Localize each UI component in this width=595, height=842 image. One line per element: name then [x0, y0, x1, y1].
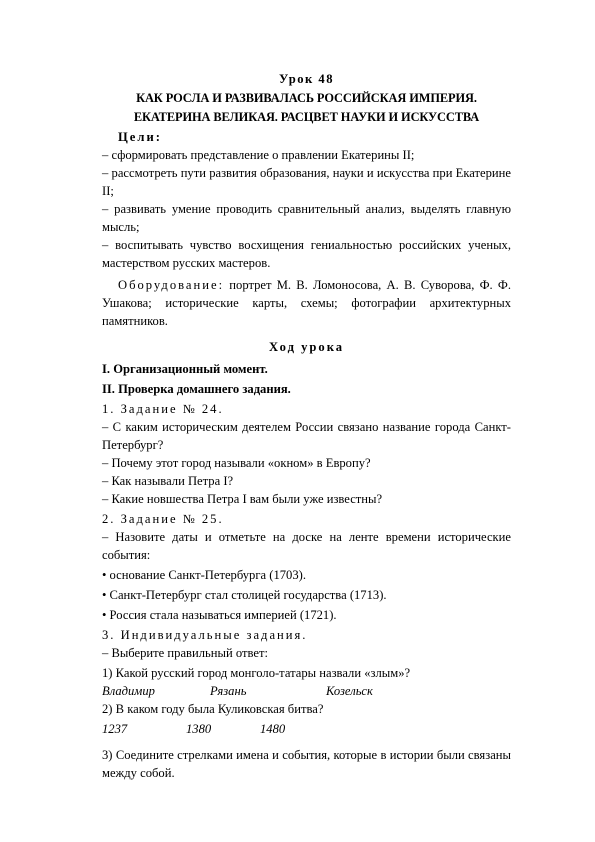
task-3-question-2-options [102, 720, 511, 738]
lesson-flow-heading: Ход урока [268, 340, 345, 354]
task-25-intro: – Назовите даты и отметьте на доске на ленте времени исторические события: [102, 530, 511, 562]
task-24-label: 1. Задание № 24. [102, 402, 224, 416]
equipment-text: портрет М. В. Ломоносова, А. В. Суворова, Ф. Ф. Ушакова; исторические карты, схемы; фотографии архитектурных памятников. [102, 278, 511, 328]
goal-item: – воспитывать чувство восхищения гениальностью российских ученых, мастерством русских мастеров. [102, 238, 511, 270]
task-24-question: – С каким историческим деятелем России связано название города Санкт-Петербург? [102, 420, 511, 452]
equipment-heading: Оборудование: [118, 278, 225, 292]
answer-option: 1480 [260, 722, 286, 736]
task-3-question-1-options [102, 682, 511, 700]
task-3-question-1: 1) Какой русский город монголо-татары назвали «злым»? [102, 666, 411, 680]
task-3-intro: – Выберите правильный ответ: [102, 646, 268, 660]
answer-option: Владимир [102, 684, 155, 698]
goals-heading: Цели: [118, 130, 162, 144]
task-25-label: 2. Задание № 25. [102, 512, 224, 526]
goal-item: – развивать умение проводить сравнительный анализ, выделять главную мысль; [102, 202, 511, 234]
section-homework-check: II. Проверка домашнего задания. [102, 382, 291, 396]
answer-option: 1237 [102, 722, 128, 736]
task-24-question: – Как называли Петра I? [102, 474, 234, 488]
task-25-event: • основание Санкт-Петербурга (1703). [102, 568, 306, 582]
task-24-question: – Какие новшества Петра I вам были уже известны? [102, 492, 383, 506]
goal-item: – рассмотреть пути развития образования, науки и искусства при Екатерине II; [102, 166, 511, 198]
section-organizational: I. Организационный момент. [102, 362, 268, 376]
task-24-question: – Почему этот город называли «окном» в Европу? [102, 456, 371, 470]
equipment-paragraph [102, 276, 511, 330]
task-25-event: • Россия стала называться империей (1721). [102, 608, 337, 622]
lesson-title-line-2: ЕКАТЕРИНА ВЕЛИКАЯ. РАСЦВЕТ НАУКИ И ИСКУССТВА [133, 109, 480, 124]
answer-option: Козельск [326, 684, 373, 698]
lesson-number: Урок 48 [278, 72, 334, 86]
goal-item: – сформировать представление о правлении Екатерины II; [102, 148, 415, 162]
lesson-page [102, 70, 511, 782]
answer-option: 1380 [186, 722, 212, 736]
lesson-title-line-1: КАК РОСЛА И РАЗВИВАЛАСЬ РОССИЙСКАЯ ИМПЕРИЯ. [136, 91, 477, 105]
task-25-event: • Санкт-Петербург стал столицей государства (1713). [102, 588, 387, 602]
task-3-label: 3. Индивидуальные задания. [102, 628, 308, 642]
task-3-question-3: 3) Соедините стрелками имена и события, которые в истории были связаны между собой. [102, 748, 511, 780]
task-3-question-2: 2) В каком году была Куликовская битва? [102, 702, 324, 716]
answer-option: Рязань [210, 684, 247, 698]
